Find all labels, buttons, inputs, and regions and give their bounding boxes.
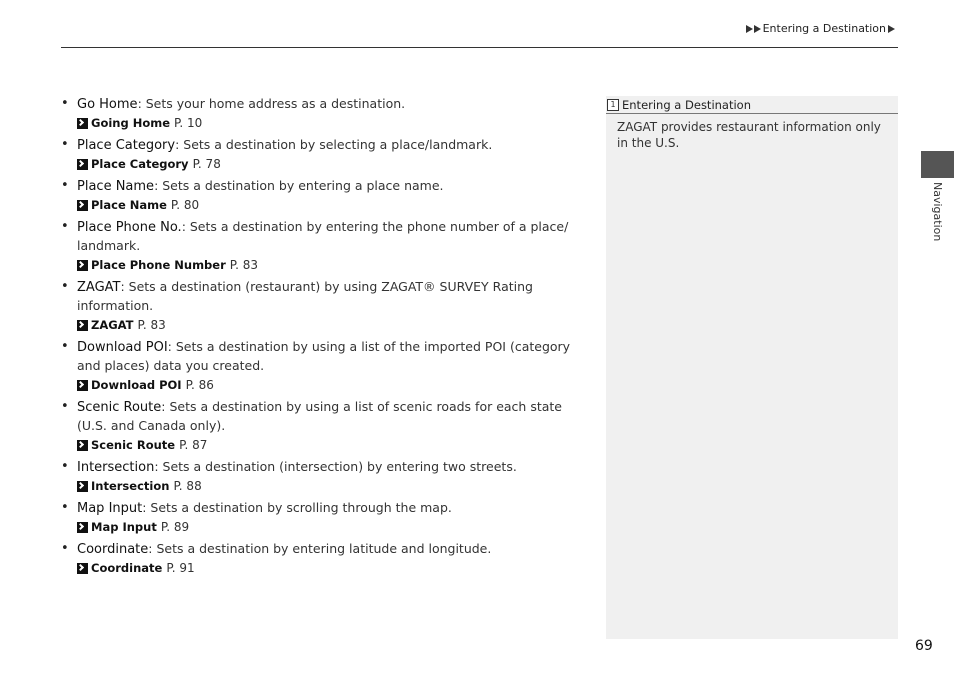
list-item [61,95,581,132]
sidebar-note [606,96,898,639]
note-marker-icon: 1 [607,99,619,111]
cross-reference-link[interactable] [77,256,581,274]
cross-reference-link[interactable] [77,436,581,454]
cross-reference-icon [77,522,88,533]
bullet: • [61,137,69,152]
item-description [77,218,581,256]
item-text: : Sets a destination by entering latitude and longitude. [148,541,492,556]
triangle-right-icon [754,25,761,33]
item-term: Place Name [77,179,155,194]
item-description [77,278,581,316]
ref-page: P. 83 [229,258,259,272]
bullet: • [61,279,69,294]
cross-reference-link[interactable] [77,559,581,577]
item-text: : Sets a destination by using a list of scenic roads for each state (U.S. and Canada only). [77,399,562,433]
item-text: : Sets a destination by scrolling through the map. [142,500,452,515]
item-term: Map Input [77,501,143,516]
ref-page: P. 10 [174,116,203,130]
cross-reference-link[interactable] [77,155,581,173]
item-description [77,136,581,155]
ref-page: P. 87 [179,438,208,452]
ref-title: Scenic Route [91,438,176,452]
list-item [61,499,581,536]
list-item [61,458,581,495]
ref-page: P. 91 [166,561,195,575]
cross-reference-link[interactable] [77,196,581,214]
item-text: : Sets a destination by selecting a place/landmark. [175,137,493,152]
destination-options-list [61,95,581,581]
list-item [61,136,581,173]
cross-reference-icon [77,380,88,391]
cross-reference-link[interactable] [77,376,581,394]
bullet: • [61,541,69,556]
breadcrumb-label: Entering a Destination [762,22,886,35]
ref-page: P. 89 [160,520,190,534]
item-term: ZAGAT [77,280,121,295]
sidebar-body: ZAGAT provides restaurant information only in the U.S. [617,120,881,150]
section-tab [921,151,954,178]
list-item [61,540,581,577]
item-term: Intersection [77,460,155,475]
bullet: • [61,219,69,234]
ref-title: Map Input [91,520,157,534]
item-term: Place Category [77,138,176,153]
header-rule [61,47,898,48]
cross-reference-icon [77,118,88,129]
cross-reference-link[interactable] [77,316,581,334]
ref-title: Coordinate [91,561,163,575]
bullet: • [61,339,69,354]
bullet: • [61,399,69,414]
ref-title: Place Name [91,198,167,212]
ref-page: P. 86 [185,378,214,392]
item-description [77,499,581,518]
sidebar-heading-text: Entering a Destination [622,97,751,112]
list-item [61,398,581,454]
bullet: • [61,178,69,193]
ref-title: Place Category [91,157,189,171]
item-term: Go Home [77,97,138,112]
ref-title: Going Home [91,116,171,130]
item-description [77,540,581,559]
cross-reference-link[interactable] [77,477,581,495]
ref-title: ZAGAT [91,318,134,332]
ref-page: P. 88 [173,479,202,493]
item-term: Coordinate [77,542,149,557]
cross-reference-icon [77,159,88,170]
item-text: : Sets a destination by entering the phone number of a place/ landmark. [77,219,569,253]
bullet: • [61,500,69,515]
item-text: : Sets a destination by using a list of the imported POI (category and places) data you created. [77,339,571,373]
item-term: Download POI [77,340,168,355]
triangle-right-icon [746,25,753,33]
ref-page: P. 78 [192,157,221,171]
ref-title: Download POI [91,378,182,392]
item-description [77,177,581,196]
ref-title: Intersection [91,479,170,493]
cross-reference-link[interactable] [77,114,581,132]
item-text: : Sets a destination (restaurant) by using ZAGAT® SURVEY Rating information. [77,279,533,313]
ref-title: Place Phone Number [91,258,226,272]
item-text: : Sets a destination by entering a place name. [154,178,444,193]
triangle-right-icon [888,25,895,33]
list-item [61,177,581,214]
item-description [77,458,581,477]
cross-reference-icon [77,440,88,451]
item-description [77,338,581,376]
cross-reference-icon [77,260,88,271]
page-number: 69 [915,638,933,654]
bullet: • [61,459,69,474]
list-item [61,218,581,274]
item-text: : Sets your home address as a destination. [137,96,406,111]
sidebar-heading [606,96,898,114]
cross-reference-icon [77,481,88,492]
item-term: Place Phone No. [77,220,182,235]
cross-reference-icon [77,200,88,211]
list-item [61,338,581,394]
breadcrumb [746,22,896,35]
ref-page: P. 83 [137,318,166,332]
section-tab-label: Navigation [931,182,944,242]
list-item [61,278,581,334]
item-term: Scenic Route [77,400,162,415]
item-text: : Sets a destination (intersection) by entering two streets. [154,459,517,474]
cross-reference-link[interactable] [77,518,581,536]
bullet: • [61,96,69,111]
ref-page: P. 80 [170,198,200,212]
cross-reference-icon [77,563,88,574]
cross-reference-icon [77,320,88,331]
item-description [77,398,581,436]
item-description [77,95,581,114]
